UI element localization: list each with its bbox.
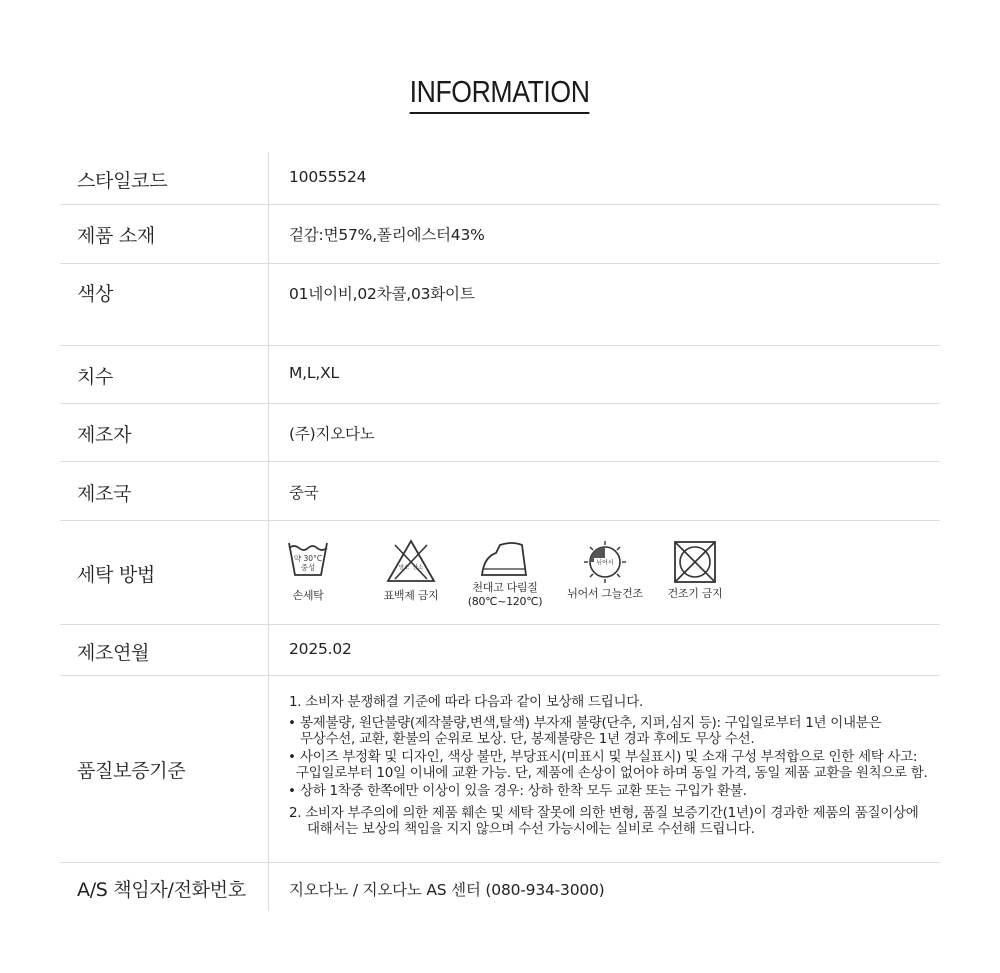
column-divider (268, 205, 269, 263)
no-tumble-dry-icon (672, 539, 718, 585)
row-material (60, 205, 940, 264)
column-divider (268, 863, 269, 911)
row-label: 제조국 (77, 483, 132, 505)
wash-temp-text: 약 30°C (293, 554, 323, 563)
warranty-bullet-2-line2: 구입일로부터 10일 이내에 교환 가능. 단, 제품에 손상이 없어야 하며 동일 가격, 동일 제품 교환을 원칙으로 함. (296, 765, 928, 781)
row-style-code (60, 152, 940, 205)
row-maker (60, 404, 940, 462)
column-divider (268, 462, 269, 520)
row-label: 세탁 방법 (77, 564, 155, 586)
care-hand-wash (263, 539, 353, 603)
row-label: 제품 소재 (77, 225, 155, 247)
care-symbols (289, 521, 889, 625)
row-value: 겉감:면57%,폴리에스터43% (289, 226, 485, 244)
warranty-bullet-1-line1: • 봉제불량, 원단불량(제작불량,변색,탈색) 부자재 불량(단추, 지퍼,심지 등): 구입일로부터 1년 이내분은 (300, 715, 882, 731)
row-value: 10055524 (289, 168, 367, 186)
care-iron (460, 539, 550, 609)
column-divider (268, 404, 269, 461)
row-warranty (60, 676, 940, 863)
row-country (60, 462, 940, 521)
care-caption: 뉘어서 그늘건조 (567, 587, 643, 600)
row-wash (60, 521, 940, 625)
page-title: INFORMATION (410, 74, 590, 114)
bleach-oxygen-text: 산소 (412, 565, 424, 571)
warranty-item-2-line2: 대해서는 보상의 책임을 지지 않으며 수선 가능시에는 실비로 수선해 드립니다. (307, 821, 755, 837)
row-value: 2025.02 (289, 640, 352, 658)
iron-icon (478, 539, 532, 579)
row-label: 치수 (77, 366, 114, 388)
product-info-table (60, 152, 940, 911)
care-shade-dry (560, 539, 650, 601)
care-caption: 손세탁 (292, 589, 324, 602)
shade-dry-icon (582, 539, 628, 585)
warranty-item-1: 1. 소비자 분쟁해결 기준에 따라 다음과 같이 보상해 드립니다. (289, 694, 643, 710)
warranty-bullet-2-line1: • 사이즈 부정확 및 디자인, 색상 불만, 부당표시(미표시 및 부실표시) 및 소재 구성 부적합으로 인한 세탁 사고: (300, 749, 918, 765)
bleach-chlorine-text: 염소 (398, 565, 410, 571)
row-label: 품질보증기준 (77, 760, 186, 782)
iron-caption-line1: 천대고 다림질 (472, 581, 538, 594)
row-date (60, 625, 940, 676)
warranty-item-2-line1: 2. 소비자 부주의에 의한 제품 훼손 및 세탁 잘못에 의한 변형, 품질 보증기간(1년)이 경과한 제품의 품질이상에 (289, 805, 919, 821)
warranty-bullet-2 (287, 749, 937, 781)
shade-dry-text: 뉘어서 (596, 559, 614, 567)
column-divider (268, 264, 269, 345)
title-section (0, 74, 1000, 114)
care-caption (460, 581, 550, 609)
column-divider (268, 625, 269, 675)
row-value: 01네이비,02차콜,03화이트 (289, 285, 475, 303)
row-label: 스타일코드 (77, 170, 168, 192)
column-divider (268, 152, 269, 204)
warranty-text (287, 694, 937, 837)
care-no-tumble (650, 539, 740, 601)
care-caption: 표백제 금지 (383, 589, 439, 602)
row-label: A/S 책임자/전화번호 (77, 879, 246, 901)
row-label: 제조연월 (77, 642, 150, 664)
care-caption: 건조기 금지 (667, 587, 723, 600)
row-value: 지오다노 / 지오다노 AS 센터 (080-934-3000) (289, 881, 605, 899)
row-size (60, 346, 940, 404)
row-value: M,L,XL (289, 364, 339, 382)
warranty-item-2 (287, 805, 937, 837)
row-as-contact (60, 863, 940, 911)
row-value: (주)지오다노 (289, 425, 375, 443)
warranty-bullet-3-line1: • 상하 1착중 한쪽에만 이상이 있을 경우: 상하 한착 모두 교환 또는 구입가 환불. (300, 783, 747, 799)
iron-caption-line2: (80℃~120℃) (467, 595, 543, 608)
row-value: 중국 (289, 484, 319, 502)
warranty-bullet-3 (287, 783, 937, 799)
row-color (60, 264, 940, 346)
no-bleach-icon (386, 539, 436, 583)
care-no-bleach (366, 539, 456, 603)
row-label: 색상 (77, 283, 114, 305)
hand-wash-icon (285, 539, 331, 583)
column-divider (268, 676, 269, 862)
row-label: 제조자 (77, 424, 132, 446)
column-divider (268, 346, 269, 403)
wash-detergent-text: 중성 (300, 563, 316, 572)
warranty-bullet-1-line2: 무상수선, 교환, 환불의 순위로 보상. 단, 봉제불량은 1년 경과 후에도 무상 수선. (300, 731, 755, 747)
warranty-bullet-1 (287, 715, 937, 747)
